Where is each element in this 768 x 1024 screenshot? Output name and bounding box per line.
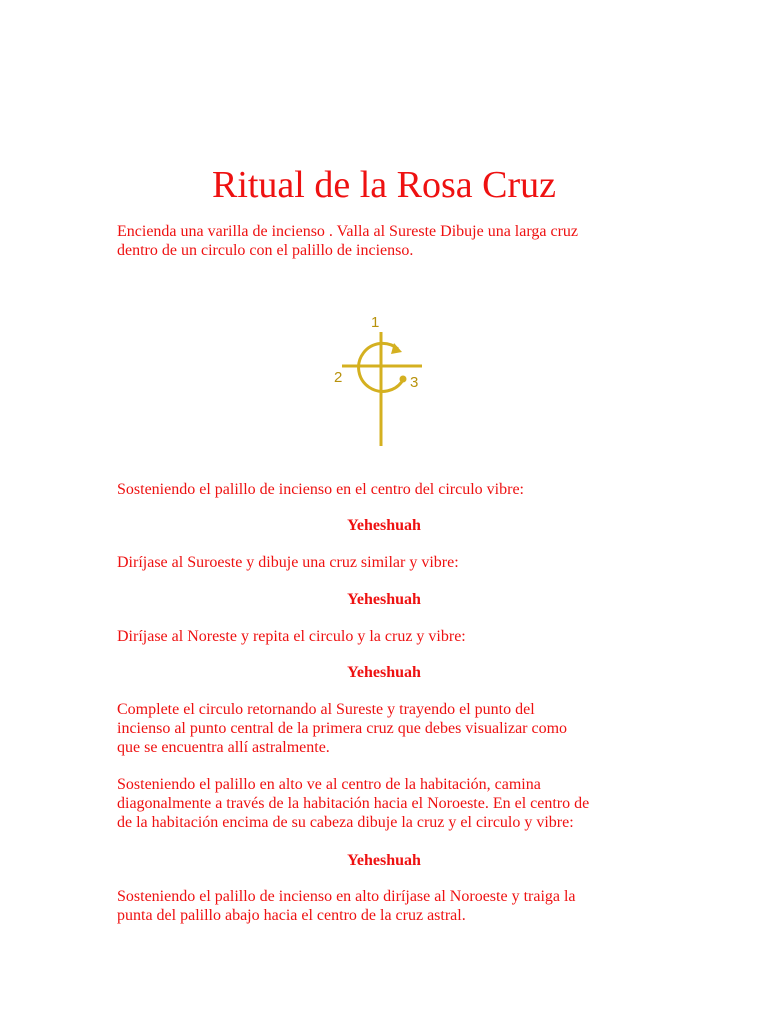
chant-2: Yeheshuah <box>347 591 421 608</box>
step-1-text: Sosteniendo el palillo de incienso en el centro del circulo vibre: <box>117 481 524 498</box>
page-title: Ritual de la Rosa Cruz <box>211 164 557 206</box>
complete-circle-paragraph: Complete el circulo retornando al Sureste y trayendo el punto del incienso al punto central de la primera cruz que debes visualizar como que se encuentra allí astralmente. <box>117 701 568 756</box>
diagram-label-1: 1 <box>371 314 380 331</box>
last-paragraph: Sosteniendo el palillo de incienso en alto diríjase al Noroeste y traiga la punta del palillo abajo hacia el centro de la cruz astral. <box>117 888 576 924</box>
cross-circle-diagram <box>320 305 440 455</box>
intro-paragraph: Encienda una varilla de incienso . Valla al Sureste Dibuje una larga cruz dentro de un circulo con el palillo de incienso. <box>117 223 579 259</box>
center-room-paragraph: Sosteniendo el palillo en alto ve al centro de la habitación, camina diagonalmente a través de la habitación hacia el Noroeste. En el centro de de la habitación encima de su cabeza dibuje la cruz y el circulo y vibre: <box>117 776 590 831</box>
diagram-label-2: 2 <box>334 369 343 386</box>
diagram-label-3: 3 <box>410 374 419 391</box>
start-point-dot <box>400 376 407 383</box>
chant-3: Yeheshuah <box>347 664 421 681</box>
step-2-text: Diríjase al Suroeste y dibuje una cruz similar y vibre: <box>117 554 459 571</box>
chant-final: Yeheshuah <box>347 852 421 869</box>
chant-1: Yeheshuah <box>347 517 421 534</box>
step-3-text: Diríjase al Noreste y repita el circulo y la cruz y vibre: <box>117 628 466 645</box>
